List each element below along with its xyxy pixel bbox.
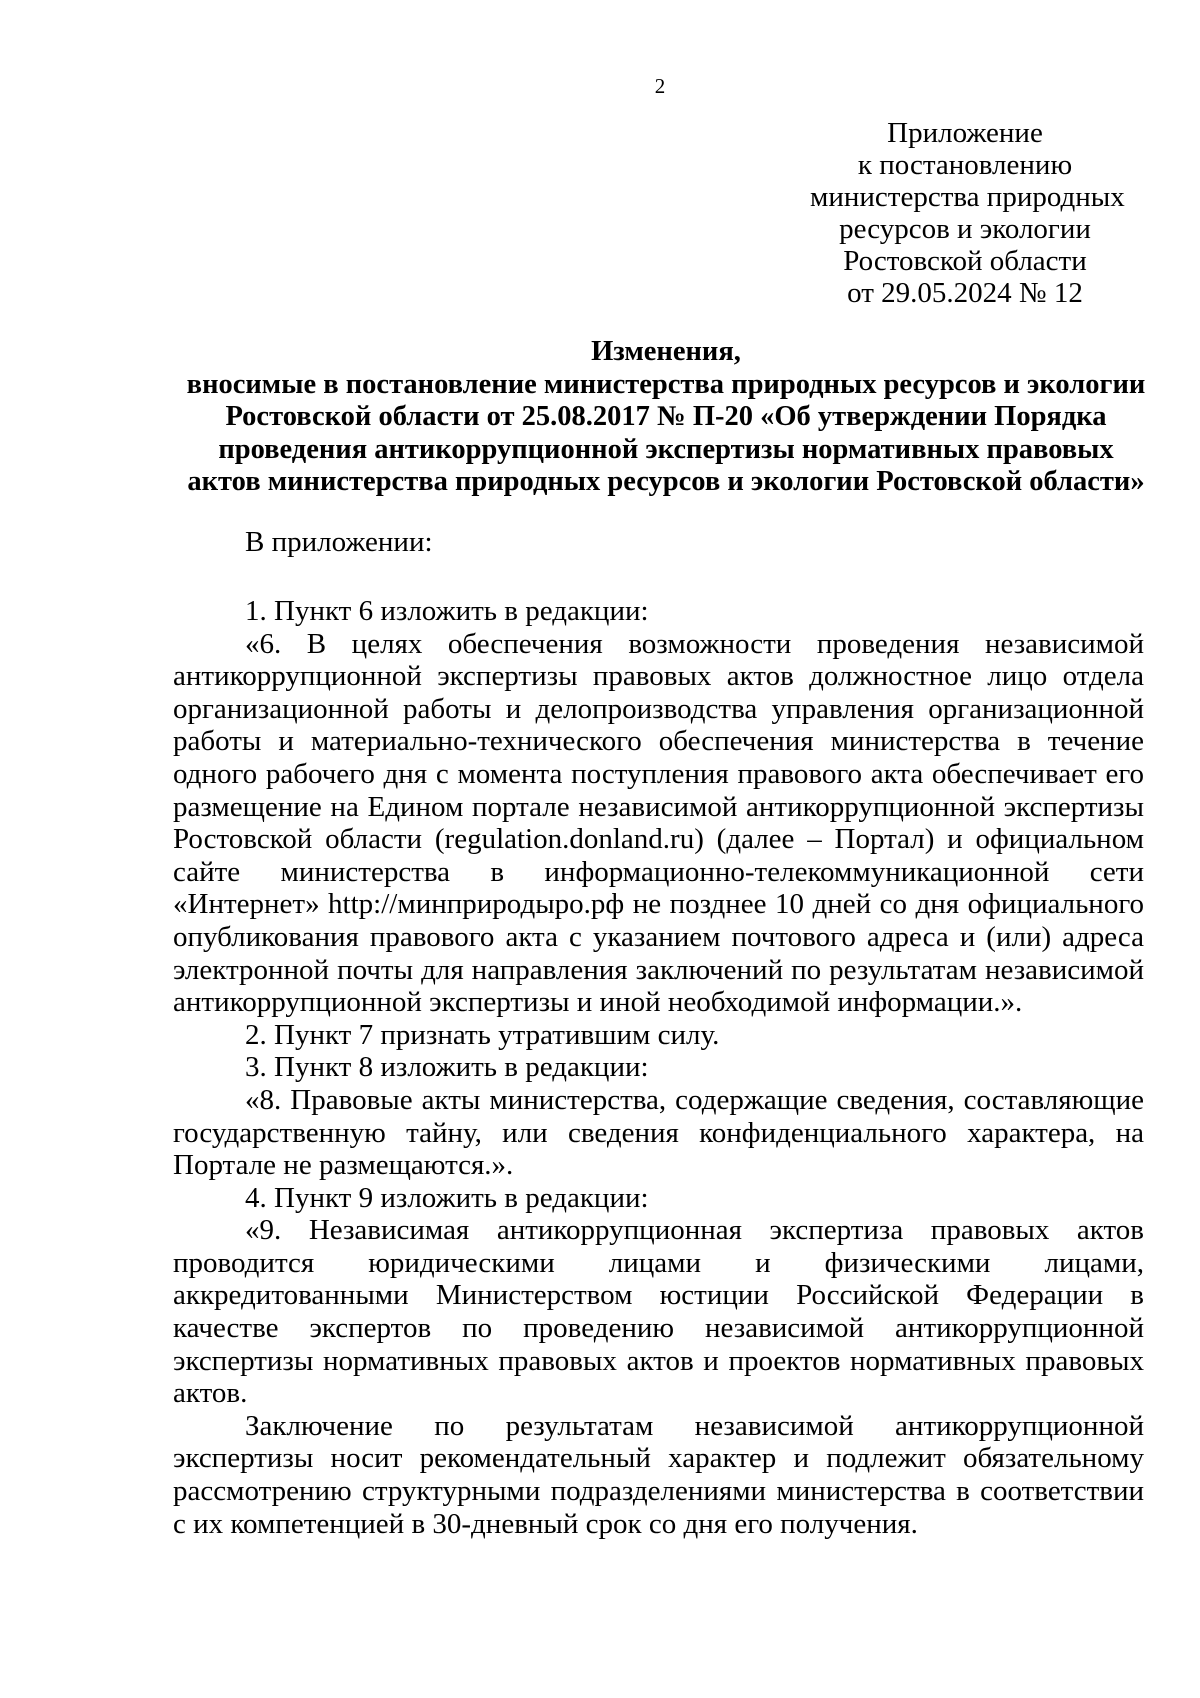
annex-line: Приложение — [887, 117, 1043, 149]
paragraph: 4. Пункт 9 изложить в редакции: — [245, 1181, 649, 1214]
annex-line: к постановлению — [857, 149, 1073, 181]
document-title — [168, 336, 1164, 499]
paragraph: 2. Пункт 7 признать утратившим силу. — [245, 1018, 720, 1051]
paragraph: «8. Правовые акты министерства, содержащие сведения, составляющие государственную тайну, или сведения конфиденциального характера, на Портале не размещаются.». — [173, 1083, 1144, 1182]
paragraph: «9. Независимая антикоррупционная экспертиза правовых актов проводится юридическими лицами и физическими лицами, аккредитованными Министерством юстиции Российской Федерации в качестве экспертов по проведению независимой антикоррупционной экспертизы нормативных правовых актов и проектов нормативных правовых актов. — [173, 1214, 1144, 1410]
annex-line: от 29.05.2024 № 12 — [847, 277, 1083, 309]
paragraph: 1. Пункт 6 изложить в редакции: — [245, 595, 649, 627]
title-line: Изменения, — [591, 336, 741, 367]
annex-block — [810, 117, 1125, 309]
title-line: вносимые в постановление министерства природных ресурсов и экологии — [186, 368, 1146, 400]
paragraph: Заключение по результатам независимой антикоррупционной экспертизы носит рекомендательный характер и подлежит обязательному рассмотрению структурными подразделениями министерства в соответствии с их компетенцией в 30-дневный срок со дня его получения. — [173, 1409, 1144, 1540]
title-line: Ростовской области от 25.08.2017 № П-20 «Об утверждении Порядка — [225, 401, 1107, 432]
annex-line: ресурсов и экологии — [839, 213, 1091, 245]
annex-line: Ростовской области — [843, 245, 1087, 277]
paragraph: «6. В целях обеспечения возможности проведения независимой антикоррупционной экспертизы правовых актов должностное лицо отдела организационной работы и делопроизводства управления организационной работы и материально-технического обеспечения министерства в течение одного рабочего дня с момента поступления правового акта обеспечивает его размещение на Едином портале независимой антикоррупционной экспертизы Ростовской области (regulation.donland.ru) (далее – Портал) и официальном сайте министерства в информационно-телекоммуникационной сети «Интернет» http://минприродыро.рф не позднее 10 дней со дня официального опубликования правового акта с указанием почтового адреса и (или) адреса электронной почты для направления заключений по результатам независимой антикоррупционной экспертизы и иной необходимой информации.». — [173, 627, 1144, 1019]
title-line: актов министерства природных ресурсов и экологии Ростовской области» — [187, 466, 1145, 497]
annex-line: министерства природных — [810, 181, 1125, 213]
page-number: 2 — [654, 74, 666, 98]
intro-text: В приложении: — [245, 526, 433, 558]
title-line: проведения антикоррупционной экспертизы нормативных правовых — [218, 433, 1114, 465]
document-body — [173, 595, 1144, 1540]
paragraph: 3. Пункт 8 изложить в редакции: — [245, 1051, 649, 1084]
